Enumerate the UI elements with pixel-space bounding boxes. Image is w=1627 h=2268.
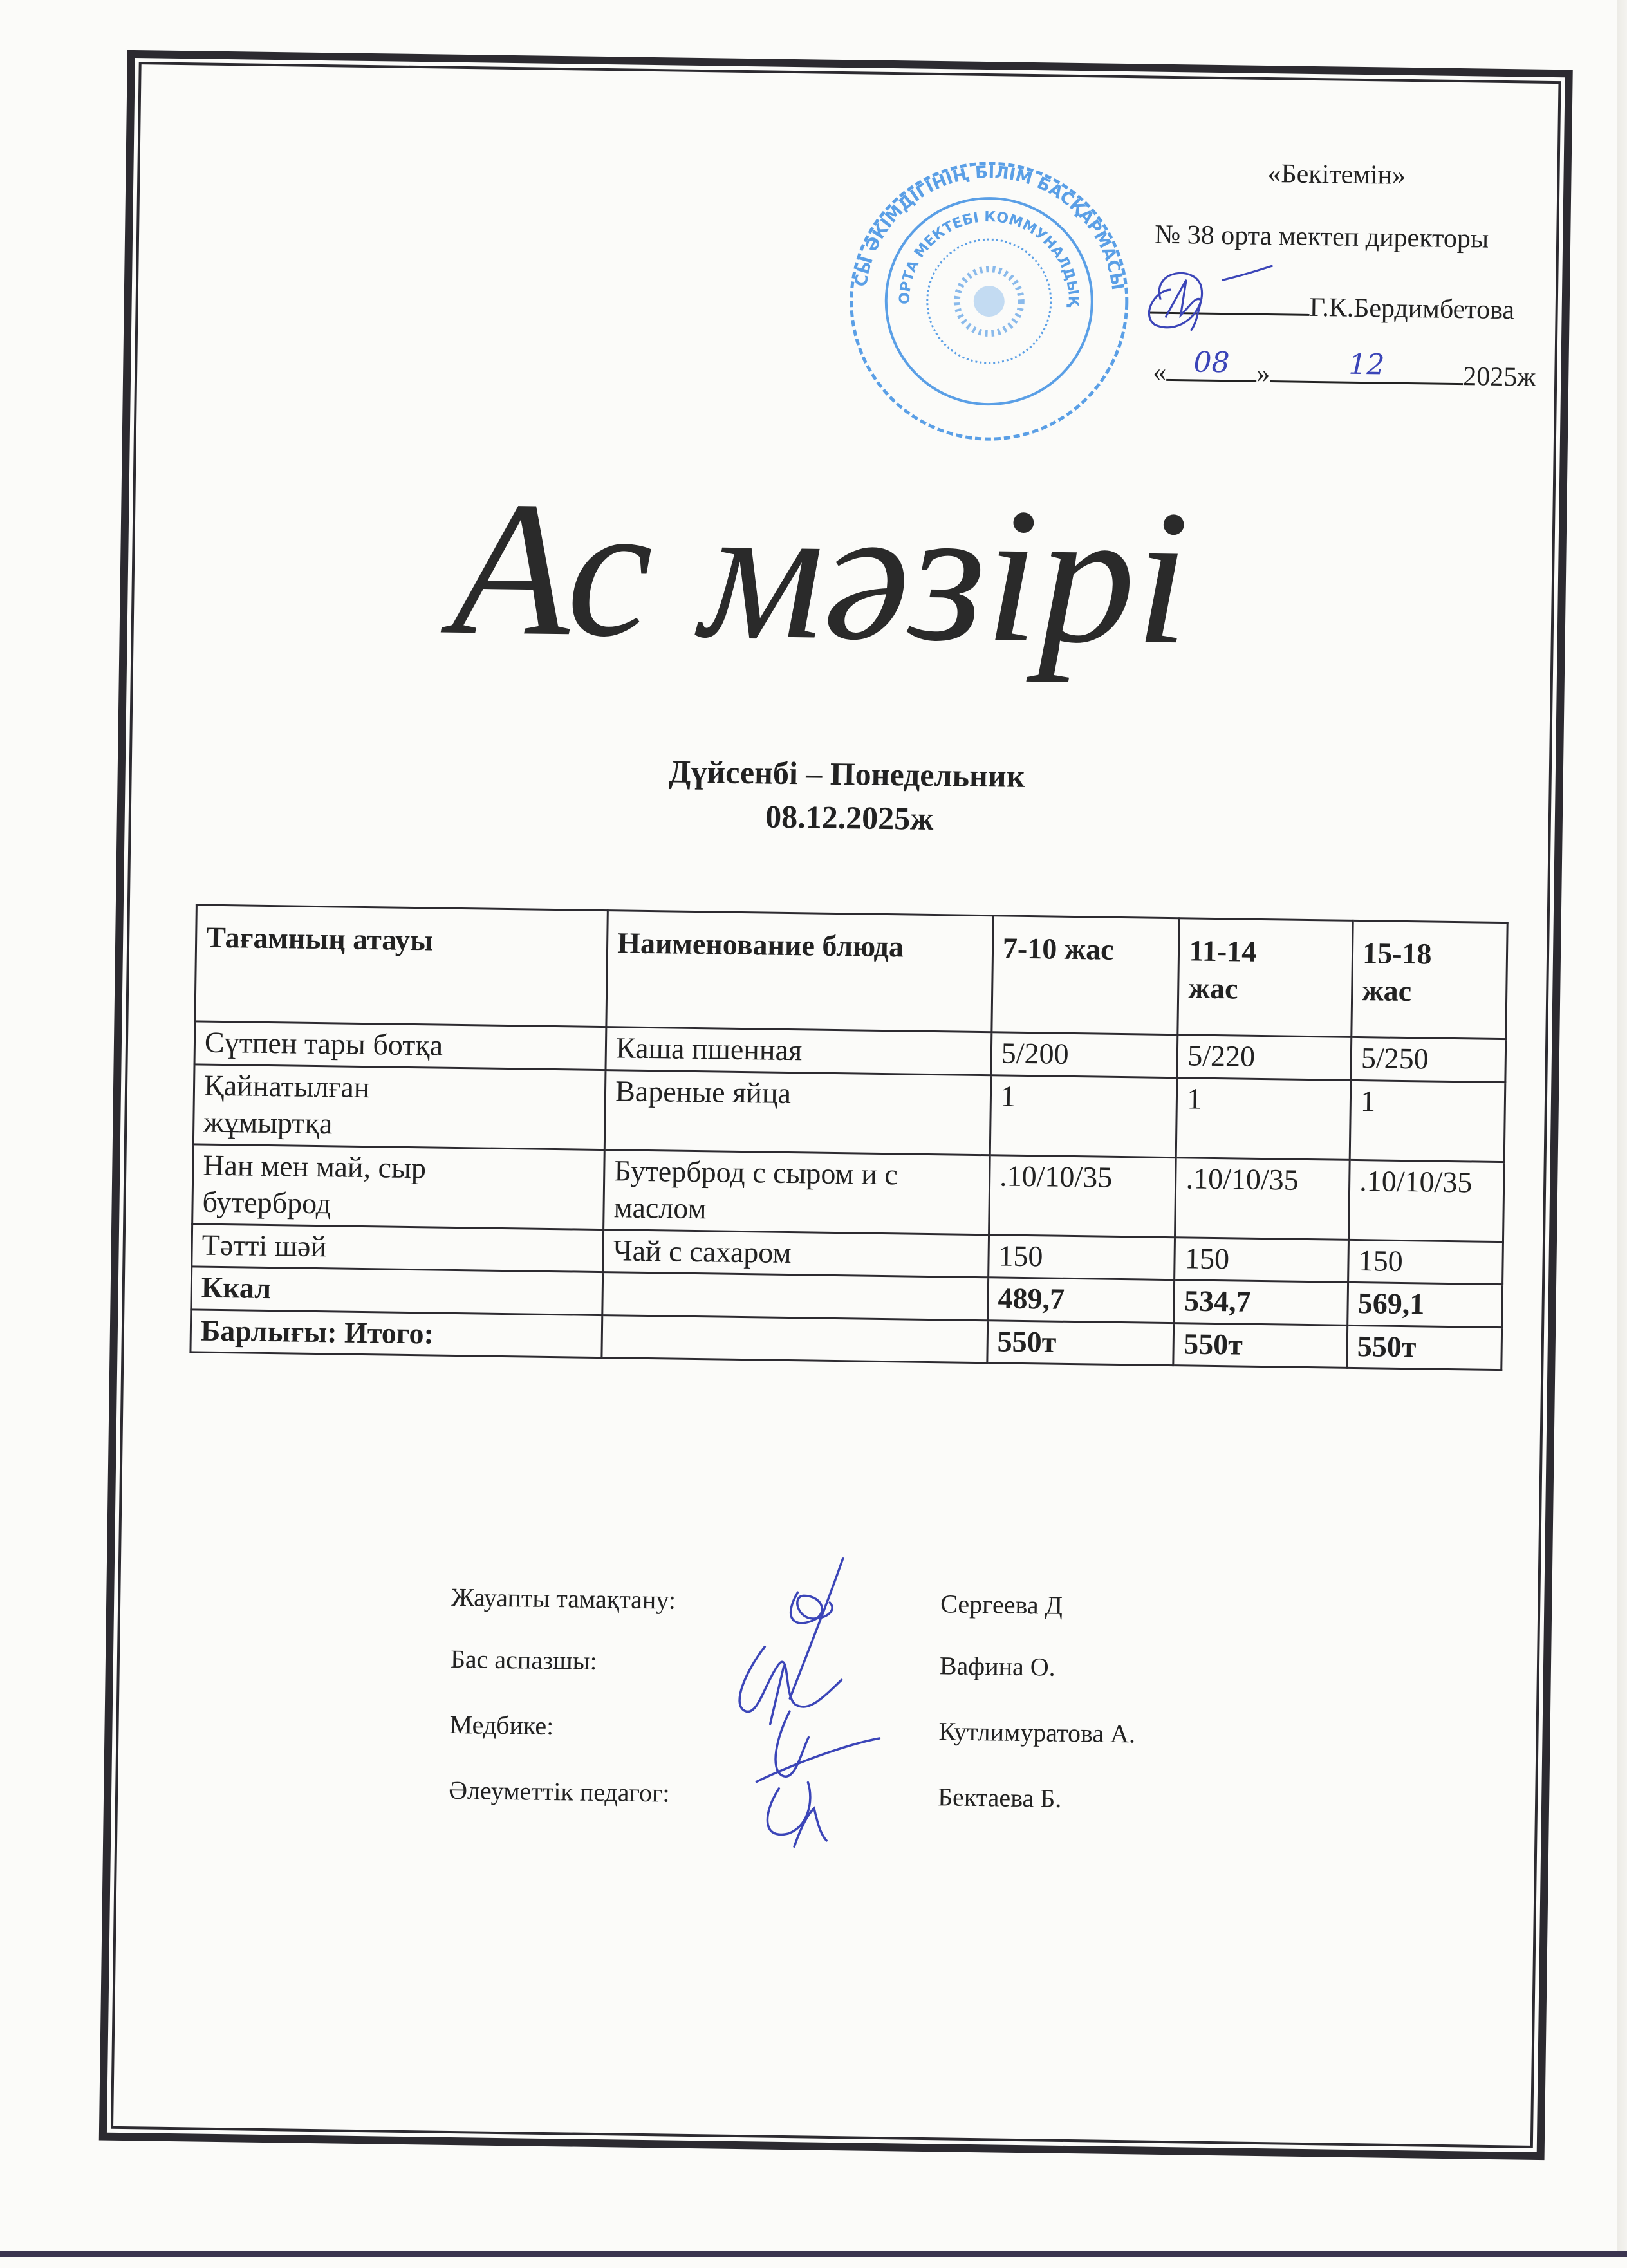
dish-ru: Чай с сахаром (603, 1229, 989, 1278)
total-11-14: 550т (1173, 1323, 1348, 1368)
total-label: Барлығы: Итого: (191, 1309, 602, 1357)
day-of-week: Дүйсенбі – Понедельник (668, 753, 1025, 794)
dish-kz: Сүтпен тары ботқа (194, 1021, 606, 1070)
dish-kz: Қайнатылған жұмыртқа (193, 1064, 606, 1149)
date-month-blank (1270, 348, 1464, 385)
portion-7-10: 150 (989, 1234, 1175, 1279)
approval-date-line (1152, 346, 1536, 394)
date-day-blank (1166, 346, 1257, 382)
portion-11-14: 150 (1175, 1237, 1349, 1282)
signature-name: Вафина О. (939, 1651, 1056, 1682)
portion-7-10: 5/200 (991, 1032, 1178, 1077)
signature-role: Жауапты тамақтану: (451, 1582, 676, 1615)
header-age-7-10: 7-10 жас (992, 916, 1180, 1035)
header-dish-kz: Тағамның атауы (195, 905, 608, 1027)
handwritten-signatures (717, 1556, 933, 1861)
kcal-11-14: 534,7 (1174, 1280, 1348, 1325)
handwritten-month: 12 (1348, 348, 1385, 382)
menu-table (189, 904, 1508, 1371)
approval-title: «Бекітемін» (1267, 158, 1406, 191)
portion-11-14: 5/220 (1177, 1035, 1352, 1080)
dish-kz: Тәтті шәй (192, 1223, 604, 1272)
dish-ru: Бутерброд с сыром и с маслом (604, 1149, 990, 1234)
portion-7-10: 1 (990, 1075, 1177, 1157)
signature-name: Бектаева Б. (937, 1782, 1062, 1813)
signature-name: Сергеева Д (940, 1589, 1063, 1620)
signature-name: Кутлимуратова А. (938, 1716, 1136, 1749)
stamp-inner-text: ОРТА МЕКТЕБІ КОММУНАЛДЫҚ (897, 209, 1081, 307)
total-empty (602, 1315, 988, 1363)
stamp-outer-text: СЫ ӘКІМДІГІНІҢ БІЛІМ БАСҚАРМАСЫ (851, 162, 1128, 292)
approval-role: № 38 орта мектеп директоры (1154, 219, 1489, 254)
page-title: Ас мәзірі (451, 460, 1191, 685)
handwritten-day: 08 (1193, 346, 1230, 380)
menu-date: 08.12.2025ж (765, 798, 934, 837)
portion-15-18: .10/10/35 (1349, 1160, 1505, 1241)
official-stamp (846, 158, 1133, 445)
table-header-row (195, 905, 1507, 1039)
total-15-18: 550т (1347, 1325, 1502, 1370)
portion-15-18: 1 (1350, 1080, 1505, 1162)
signature-role: Медбике: (449, 1709, 554, 1741)
kcal-7-10: 489,7 (988, 1278, 1175, 1323)
dish-kz: Нан мен май, сыр бутерброд (192, 1144, 605, 1229)
director-name: Г.К.Бердимбетова (1309, 292, 1515, 326)
total-7-10: 550т (987, 1320, 1174, 1365)
header-dish-ru: Наименование блюда (606, 911, 993, 1032)
kcal-15-18: 569,1 (1348, 1282, 1503, 1327)
header-age-15-18: 15-18 жас (1352, 920, 1507, 1039)
portion-7-10: .10/10/35 (989, 1155, 1176, 1237)
kcal-label: Ккал (191, 1267, 603, 1315)
portion-15-18: 5/250 (1351, 1037, 1506, 1082)
portion-11-14: .10/10/35 (1175, 1157, 1350, 1240)
signature-role: Әлеуметтік педагог: (448, 1775, 670, 1808)
kcal-empty (602, 1272, 989, 1321)
dish-ru: Вареные яйца (604, 1070, 990, 1155)
dish-ru: Каша пшенная (606, 1027, 992, 1075)
date-open-quote: « (1152, 357, 1167, 387)
portion-15-18: 150 (1348, 1240, 1503, 1285)
date-close-quote: » (1256, 358, 1270, 389)
header-age-11-14: 11-14 жас (1178, 918, 1353, 1037)
signature-role: Бас аспазшы: (450, 1644, 598, 1676)
portion-11-14: 1 (1176, 1077, 1351, 1160)
director-signature (1140, 248, 1308, 348)
date-year: 2025ж (1462, 362, 1536, 393)
